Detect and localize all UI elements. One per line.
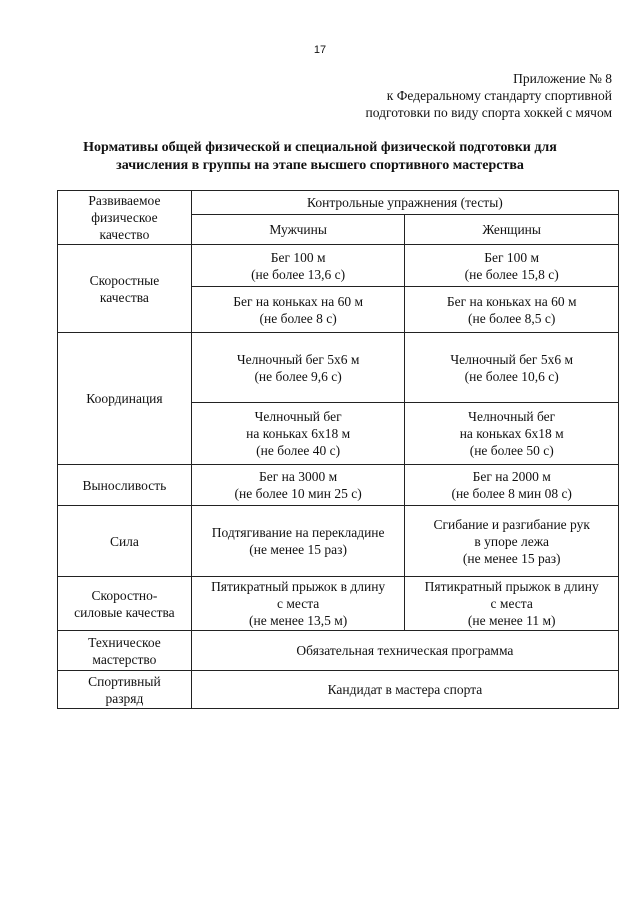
table-row	[58, 506, 619, 577]
quality-cell: Спортивный разряд	[58, 671, 192, 709]
header-tests: Контрольные упражнения (тесты)	[191, 191, 618, 215]
men-cell: Бег на 3000 м (не более 10 мин 25 с)	[191, 465, 405, 506]
standards-table	[57, 190, 619, 709]
women-cell: Сгибание и разгибание рук в упоре лежа (не менее 15 раз)	[405, 506, 619, 577]
men-cell: Челночный бег 5x6 м (не более 9,6 с)	[191, 333, 405, 403]
men-cell: Подтягивание на перекладине (не менее 15 раз)	[191, 506, 405, 577]
appendix-header	[292, 70, 612, 121]
men-cell: Бег 100 м (не более 13,6 с)	[191, 245, 405, 287]
header-women: Женщины	[405, 214, 619, 244]
table-row	[58, 671, 619, 709]
header-quality: Развиваемое физическое качество	[58, 191, 192, 245]
appendix-number: Приложение № 8	[513, 71, 612, 86]
women-cell: Бег на 2000 м (не более 8 мин 08 с)	[405, 465, 619, 506]
quality-cell: Техническое мастерство	[58, 631, 192, 671]
header-men: Мужчины	[191, 214, 405, 244]
women-cell: Челночный бег 5x6 м (не более 10,6 с)	[405, 333, 619, 403]
quality-cell: Сила	[58, 506, 192, 577]
quality-cell: Скоростно- силовые качества	[58, 577, 192, 631]
table-row	[58, 465, 619, 506]
men-cell: Бег на коньках на 60 м (не более 8 с)	[191, 287, 405, 333]
quality-cell: Координация	[58, 333, 192, 465]
men-cell: Челночный бег на коньках 6x18 м (не более 40 с)	[191, 403, 405, 465]
title-line-1: Нормативы общей физической и специальной физической подготовки для	[83, 140, 557, 155]
table-row	[58, 245, 619, 287]
quality-cell: Выносливость	[58, 465, 192, 506]
appendix-reference-line-2: подготовки по виду спорта хоккей с мячом	[365, 105, 612, 120]
quality-cell: Скоростные качества	[58, 245, 192, 333]
appendix-reference-line-1: к Федеральному стандарту спортивной	[386, 88, 612, 103]
table-row	[58, 333, 619, 403]
table-row	[58, 577, 619, 631]
document-title	[40, 139, 600, 175]
table-header-row	[58, 191, 619, 215]
women-cell: Бег 100 м (не более 15,8 с)	[405, 245, 619, 287]
women-cell: Пятикратный прыжок в длину с места (не менее 11 м)	[405, 577, 619, 631]
page-number: 17	[313, 44, 327, 56]
table-row	[58, 631, 619, 671]
men-cell: Пятикратный прыжок в длину с места (не менее 13,5 м)	[191, 577, 405, 631]
women-cell: Челночный бег на коньках 6x18 м (не более 50 с)	[405, 403, 619, 465]
women-cell: Бег на коньках на 60 м (не более 8,5 с)	[405, 287, 619, 333]
title-line-2: зачисления в группы на этапе высшего спортивного мастерства	[116, 158, 524, 173]
technical-value: Обязательная техническая программа	[191, 631, 618, 671]
rank-value: Кандидат в мастера спорта	[191, 671, 618, 709]
